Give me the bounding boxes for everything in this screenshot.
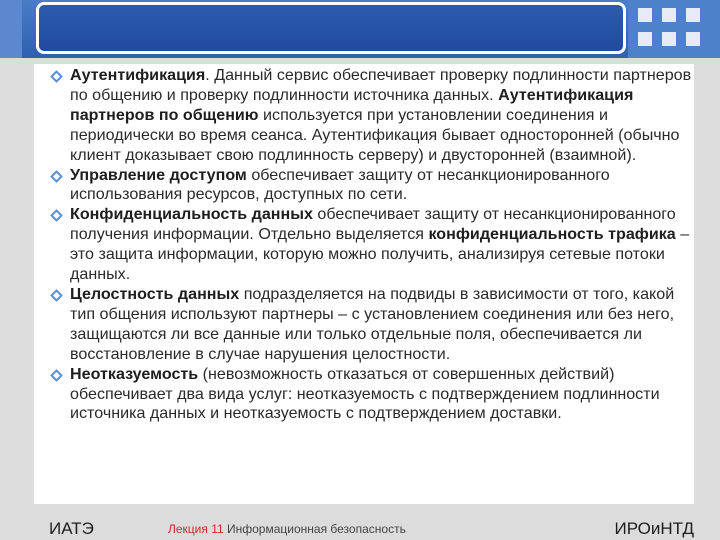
diamond-bullet-icon — [50, 70, 63, 83]
diamond-bullet-icon — [50, 369, 63, 382]
term-peer-authentication: Аутентификация партнеров по общению — [70, 85, 634, 124]
diamond-bullet-icon — [50, 170, 63, 183]
footer-lecture-number: Лекция 11 — [168, 522, 224, 536]
footer-lecture — [168, 522, 406, 536]
bullet-item-non-repudiation — [52, 365, 700, 425]
term-access-control: Управление доступом — [70, 165, 247, 184]
decor-square-icon — [638, 32, 652, 46]
term-non-repudiation: Неотказуемость — [70, 364, 199, 383]
decor-square-icon — [662, 8, 676, 22]
text-authentication-2: используется при установлении соединения и периодически во время сеанса. Аутентификация бывает односторонней (обычно клиент доказывает свою подлинность серверу) и двусторонней (взаимной). — [70, 105, 680, 164]
text-non-repudiation: (невозможность отказаться от совершенных действий) обеспечивает два вида услуг: неотказуемость с подтверждением подлинности источника данных и неотказуемость с подтверждением доставки. — [70, 364, 660, 423]
header-left-strip — [0, 0, 22, 58]
bullet-item-authentication — [52, 66, 700, 166]
decor-square-icon — [686, 32, 700, 46]
bullet-item-integrity — [52, 285, 700, 365]
diamond-bullet-icon — [50, 209, 63, 222]
bullet-item-confidentiality — [52, 205, 700, 285]
term-authentication: Аутентификация — [70, 66, 206, 84]
slide-title-box — [36, 2, 626, 54]
text-access-control: обеспечивает защиту от несанкционированного использования ресурсов, доступных по сети. — [70, 165, 610, 204]
diamond-bullet-icon — [50, 289, 63, 302]
decor-square-icon — [638, 8, 652, 22]
bullet-item-access-control — [52, 166, 700, 206]
text-confidentiality-1: обеспечивает защиту от несанкционированного получения информации. Отдельно выделяется — [70, 205, 676, 244]
footer-lecture-title: Информационная безопасность — [223, 522, 406, 536]
decor-square-icon — [662, 32, 676, 46]
decor-square-icon — [686, 8, 700, 22]
bullet-list — [52, 66, 700, 424]
header-right-block — [628, 0, 720, 58]
term-traffic-confidentiality: конфиденциальность трафика — [428, 225, 676, 244]
text-confidentiality-2: – это защита информации, которую можно получить, анализируя сетевые потоки данных. — [70, 225, 690, 284]
footer-right-label: ИРОиНТД — [614, 519, 694, 538]
slide-content — [34, 64, 694, 504]
text-authentication-1: . Данный сервис обеспечивает проверку подлинности партнеров по общению и проверку подлинности источника данных. — [70, 66, 692, 104]
term-confidentiality: Конфиденциальность данных — [70, 205, 313, 224]
text-integrity: подразделяется на подвиды в зависимости от того, какой тип общения используют партнеры – с установлением соединения или без него, защищаются ли все данные или только отдельные поля, обеспечивается ли восстановление в случае нарушения целостности. — [70, 284, 675, 363]
footer-left-label: ИАТЭ — [49, 519, 94, 538]
term-integrity: Целостность данных — [70, 284, 240, 303]
